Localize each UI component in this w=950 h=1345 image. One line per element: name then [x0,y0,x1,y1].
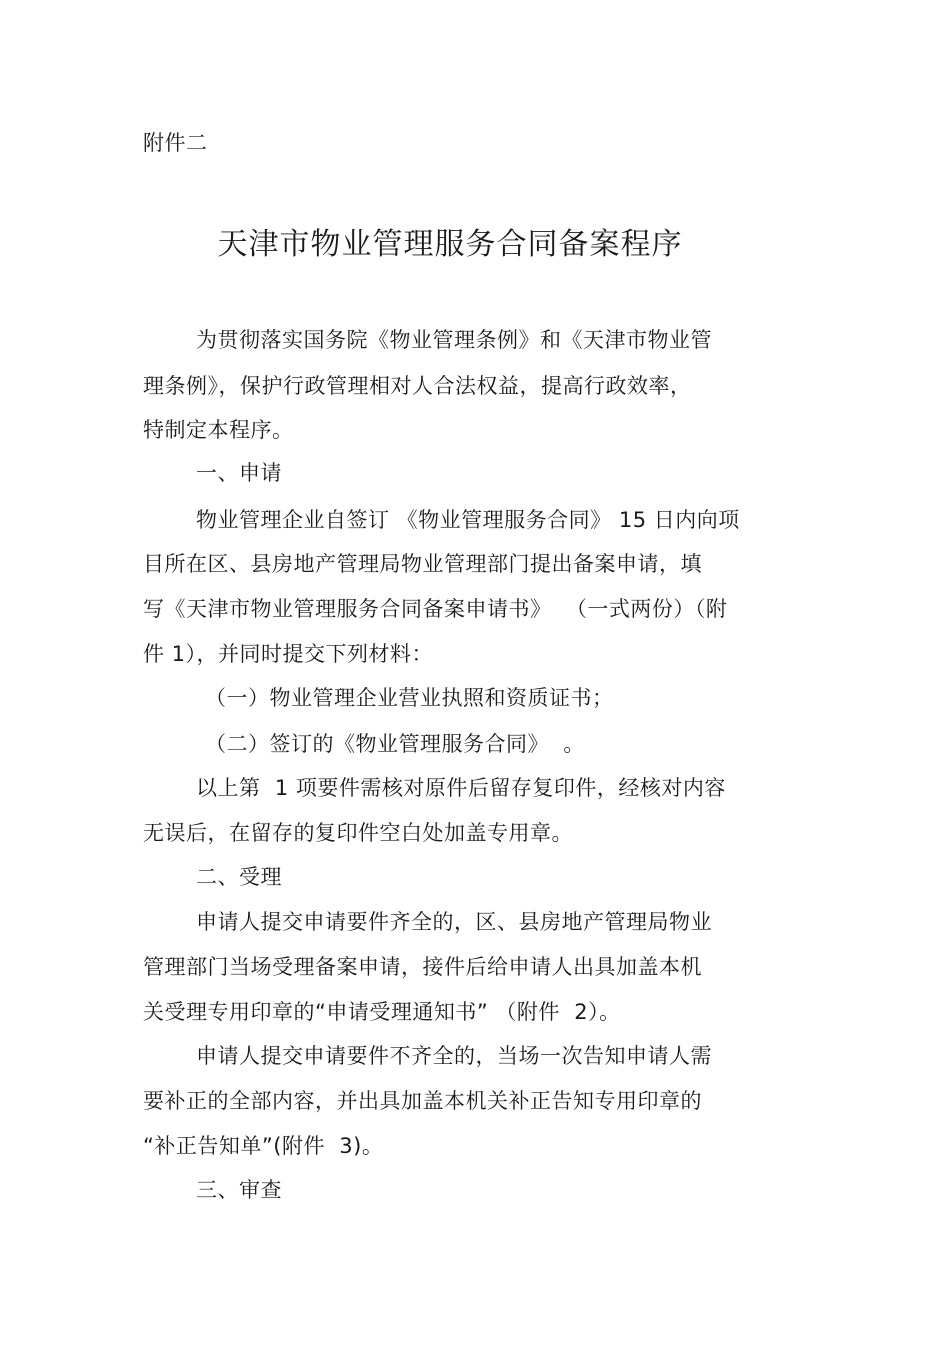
paragraph-line: 无误后，在留存的复印件空白处加盖专用章。 [143,821,573,845]
list-item: （一）物业管理企业营业执照和资质证书； [205,686,614,710]
paragraph-line: “补正告知单”(附件 3)。 [143,1134,384,1158]
paragraph-line: 理条例》，保护行政管理相对人合法权益，提高行政效率， [143,374,692,398]
section-heading-accept: 二、受理 [196,865,282,889]
paragraph-line: 关受理专用印章的“申请受理通知书” （附件 2）。 [143,1000,621,1024]
paragraph-line: 物业管理企业自签订 《物业管理服务合同》 15 日内向项 [196,508,740,532]
section-heading-review: 三、审查 [196,1178,282,1202]
list-item: （二）签订的《物业管理服务合同》 。 [205,732,585,756]
section-heading-apply: 一、申请 [196,461,282,485]
paragraph-line: 管理部门当场受理备案申请，接件后给申请人出具加盖本机 [143,955,702,979]
paragraph-line: 申请人提交申请要件齐全的，区、县房地产管理局物业 [196,910,712,934]
paragraph-line: 以上第 1 项要件需核对原件后留存复印件，经核对内容 [196,776,726,800]
attachment-label: 附件二 [143,131,208,155]
paragraph-line: 特制定本程序。 [143,418,294,442]
document-title: 天津市物业管理服务合同备案程序 [217,227,683,262]
paragraph-line: 写《天津市物业管理服务合同备案申请书》 （一式两份）（附 [143,597,728,621]
paragraph-line: 为贯彻落实国务院《物业管理条例》和《天津市物业管 [196,328,712,352]
paragraph-line: 件 1），并同时提交下列材料： [143,642,434,666]
paragraph-line: 申请人提交申请要件不齐全的，当场一次告知申请人需 [196,1044,712,1068]
paragraph-line: 目所在区、县房地产管理局物业管理部门提出备案申请，填 [143,552,702,576]
paragraph-line: 要补正的全部内容，并出具加盖本机关补正告知专用印章的 [143,1089,702,1113]
